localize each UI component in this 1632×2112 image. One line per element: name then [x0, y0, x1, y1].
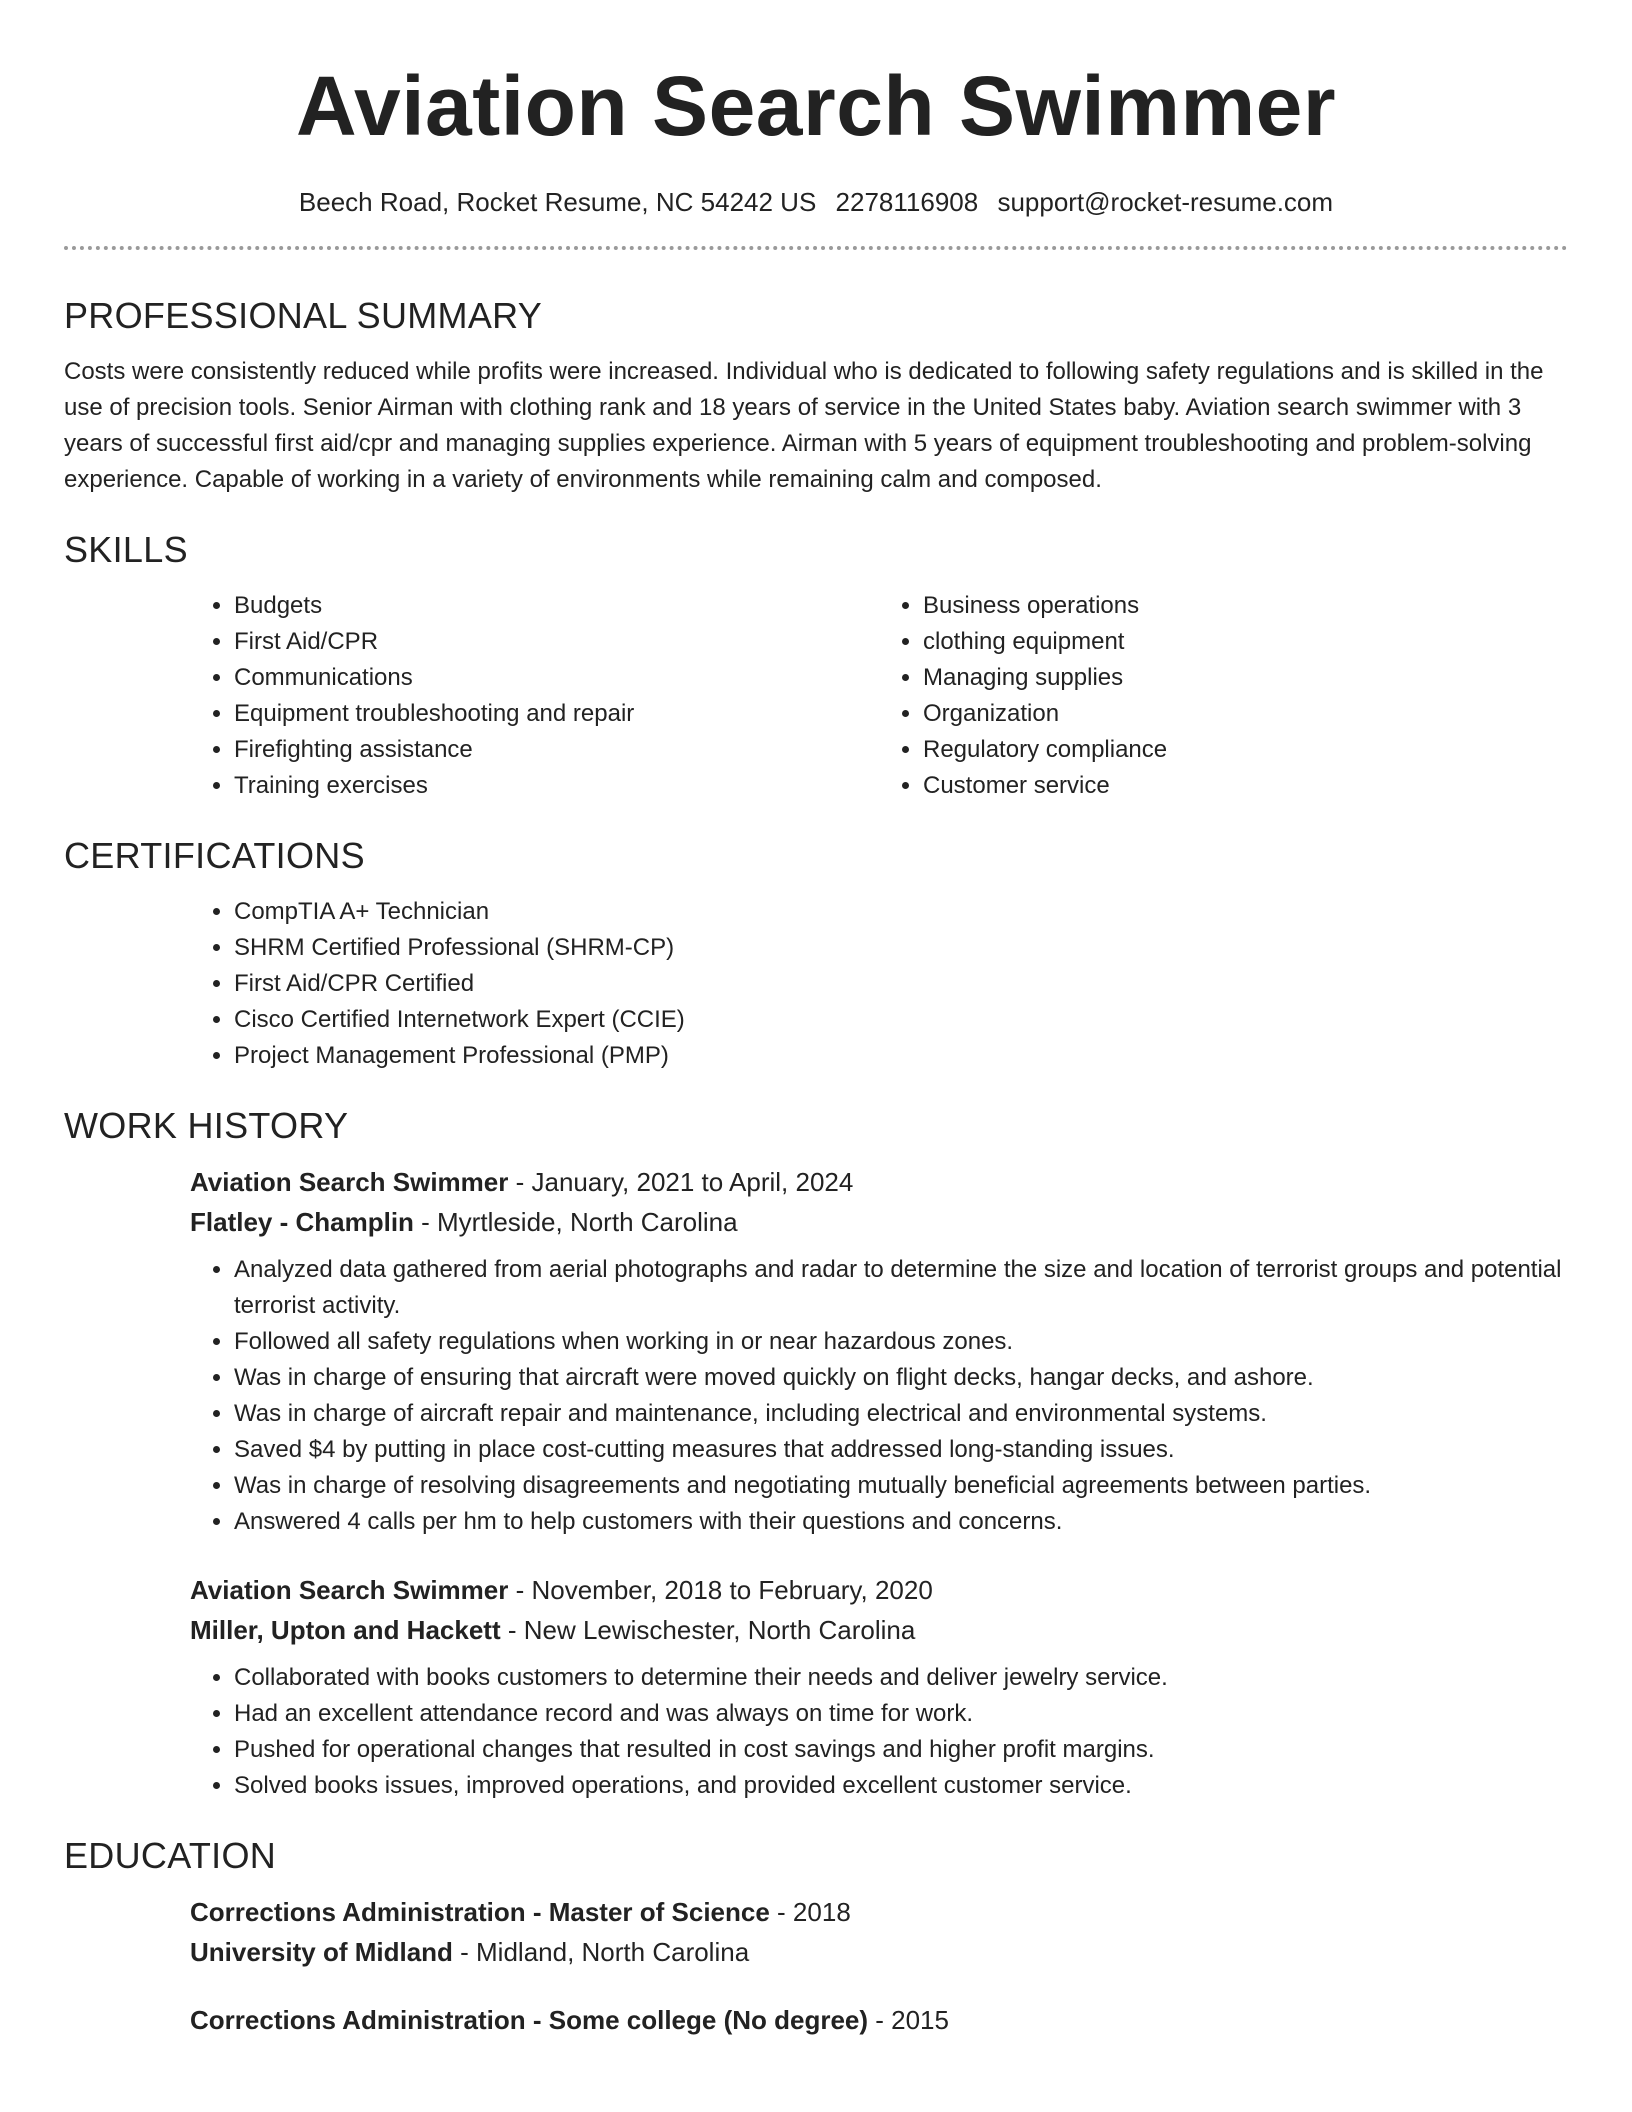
- education-entry: [190, 1892, 1568, 1972]
- work-history-heading: WORK HISTORY: [64, 1105, 349, 1146]
- skill-item: • Business operations: [923, 588, 1568, 624]
- skill-item: • Equipment troubleshooting and repair: [234, 696, 879, 732]
- job-bullets: [190, 1660, 1568, 1804]
- skill-item: • Organization: [923, 696, 1568, 732]
- job-bullet: • Was in charge of ensuring that aircraft were moved quickly on flight decks, hangar decks, and ashore.: [234, 1360, 1568, 1396]
- job-entry: [190, 1162, 1568, 1540]
- skills-list: [190, 588, 1568, 804]
- skills-heading: SKILLS: [64, 529, 188, 570]
- contact-line: [64, 184, 1568, 220]
- job-bullet: • Had an excellent attendance record and was always on time for work.: [234, 1696, 1568, 1732]
- skill-item: • Regulatory compliance: [923, 732, 1568, 768]
- education-year: - 2018: [769, 1897, 851, 1927]
- education-degree-line: [190, 2000, 1568, 2040]
- education-degree: Corrections Administration - Some college (No degree): [190, 2005, 869, 2035]
- skill-item: • Budgets: [234, 588, 879, 624]
- skill-item: • Training exercises: [234, 768, 879, 804]
- job-bullet: • Collaborated with books customers to determine their needs and deliver jewelry service.: [234, 1660, 1568, 1696]
- job-entry: [190, 1570, 1568, 1804]
- education-heading: EDUCATION: [64, 1835, 277, 1876]
- job-role: Aviation Search Swimmer: [190, 1167, 509, 1197]
- skill-item: • clothing equipment: [923, 624, 1568, 660]
- job-company: Flatley - Champlin: [190, 1207, 414, 1237]
- job-bullet: • Pushed for operational changes that resulted in cost savings and higher profit margins.: [234, 1732, 1568, 1768]
- education-location: - Midland, North Carolina: [452, 1937, 750, 1967]
- job-location: - New Lewischester, North Carolina: [500, 1615, 916, 1645]
- education-school-line: [190, 1932, 1568, 1972]
- education-degree: Corrections Administration - Master of Science: [190, 1897, 770, 1927]
- skill-item: • Managing supplies: [923, 660, 1568, 696]
- education-school: University of Midland: [190, 1937, 453, 1967]
- job-bullet: • Saved $4 by putting in place cost-cutting measures that addressed long-standing issues.: [234, 1432, 1568, 1468]
- summary-text: Costs were consistently reduced while profits were increased. Individual who is dedicated to following safety regulations and is skilled in the use of precision tools. Senior Airman with clothing rank and 18 years of service in the United States baby. Aviation search swimmer with 3 years of successful first aid/cpr and managing supplies experience. Airman with 5 years of equipment troubleshooting and problem-solving experience. Capable of working in a variety of environments while remaining calm and composed.: [64, 358, 1544, 493]
- address: Beech Road, Rocket Resume, NC 54242 US: [298, 187, 817, 217]
- job-bullet: • Answered 4 calls per hm to help customers with their questions and concerns.: [234, 1504, 1568, 1540]
- job-title-line: [190, 1570, 1568, 1610]
- job-bullet: • Solved books issues, improved operations, and provided excellent customer service.: [234, 1768, 1568, 1804]
- candidate-name: Aviation Search Swimmer: [295, 59, 1337, 153]
- job-dates: - November, 2018 to February, 2020: [508, 1575, 933, 1605]
- skill-item: • First Aid/CPR: [234, 624, 879, 660]
- certifications-heading: CERTIFICATIONS: [64, 835, 365, 876]
- certification-item: • CompTIA A+ Technician: [234, 894, 1568, 930]
- summary-heading: PROFESSIONAL SUMMARY: [64, 295, 543, 336]
- skill-item: • Firefighting assistance: [234, 732, 879, 768]
- job-bullet: • Analyzed data gathered from aerial photographs and radar to determine the size and location of terrorist groups and potential terrorist activity.: [234, 1252, 1568, 1324]
- skill-item: • Customer service: [923, 768, 1568, 804]
- certification-item: • First Aid/CPR Certified: [234, 966, 1568, 1002]
- certification-item: • SHRM Certified Professional (SHRM-CP): [234, 930, 1568, 966]
- job-bullet: • Was in charge of resolving disagreements and negotiating mutually beneficial agreements between parties.: [234, 1468, 1568, 1504]
- certifications-list: [190, 894, 1568, 1074]
- header-divider: [64, 246, 1568, 250]
- job-title-line: [190, 1162, 1568, 1202]
- job-company-line: [190, 1610, 1568, 1650]
- certification-item: • Cisco Certified Internetwork Expert (CCIE): [234, 1002, 1568, 1038]
- job-dates: - January, 2021 to April, 2024: [508, 1167, 854, 1197]
- skills-column-left: [190, 588, 879, 804]
- job-location: - Myrtleside, North Carolina: [413, 1207, 738, 1237]
- job-bullet: • Was in charge of aircraft repair and maintenance, including electrical and environmental systems.: [234, 1396, 1568, 1432]
- skill-item: • Communications: [234, 660, 879, 696]
- job-role: Aviation Search Swimmer: [190, 1575, 509, 1605]
- education-year: - 2015: [868, 2005, 949, 2035]
- job-bullet: • Followed all safety regulations when working in or near hazardous zones.: [234, 1324, 1568, 1360]
- job-company-line: [190, 1202, 1568, 1242]
- education-degree-line: [190, 1892, 1568, 1932]
- job-company: Miller, Upton and Hackett: [190, 1615, 501, 1645]
- education-entry: [190, 2000, 1568, 2040]
- phone: 2278116908: [835, 187, 979, 217]
- job-bullets: [190, 1252, 1568, 1540]
- certification-item: • Project Management Professional (PMP): [234, 1038, 1568, 1074]
- skills-column-right: [879, 588, 1568, 804]
- email-link[interactable]: support@rocket-resume.com: [997, 187, 1334, 217]
